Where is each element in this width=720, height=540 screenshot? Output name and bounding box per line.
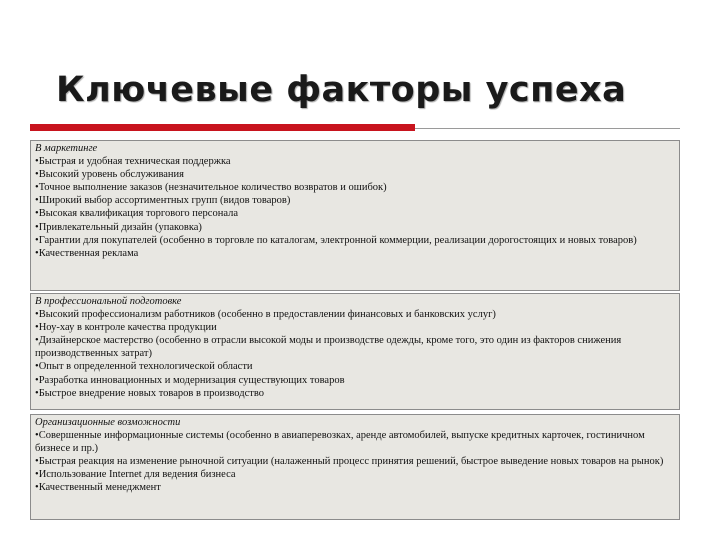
section-heading: Организационные возможности: [35, 417, 181, 428]
bullet-item: • Гарантии для покупателей (особенно в торговле по каталогам, электронной коммерции, реализации дорогостоящих и новых товаров): [35, 234, 675, 247]
section-heading: В профессиональной подготовке: [35, 296, 182, 307]
bullet-item: • Опыт в определенной технологической области: [35, 360, 675, 373]
section-professional-training: [30, 293, 680, 410]
bullet-item: • Совершенные информационные системы (особенно в авиаперевозках, аренде автомобилей, выпуске кредитных карточек, гостиничном бизнесе и пр.): [35, 429, 675, 455]
bullet-item: • Высокая квалификация торгового персонала: [35, 207, 675, 220]
section-organizational-capabilities: [30, 414, 680, 520]
bullet-item: • Привлекательный дизайн (упаковка): [35, 221, 675, 234]
title-accent-bar: [30, 124, 415, 131]
bullet-item: • Ноу-хау в контроле качества продукции: [35, 321, 675, 334]
bullet-item: • Качественная реклама: [35, 247, 675, 260]
bullet-item: • Высокий профессионализм работников (особенно в предоставлении финансовых и банковских услуг): [35, 308, 675, 321]
slide-title: Ключевые факторы успеха: [56, 70, 627, 110]
bullet-item: • Широкий выбор ассортиментных групп (видов товаров): [35, 194, 675, 207]
bullet-item: • Быстрая реакция на изменение рыночной ситуации (налаженный процесс принятия решений, быстрое выведение новых товаров на рынок): [35, 455, 675, 468]
bullet-item: • Быстрое внедрение новых товаров в производство: [35, 387, 675, 400]
bullet-item: • Высокий уровень обслуживания: [35, 168, 675, 181]
bullet-item: • Качественный менеджмент: [35, 481, 675, 494]
bullet-item: • Дизайнерское мастерство (особенно в отрасли высокой моды и производстве одежды, кроме того, это один из факторов снижения производственных затрат): [35, 334, 675, 360]
section-heading: В маркетинге: [35, 143, 98, 154]
bullet-item: • Разработка инновационных и модернизация существующих товаров: [35, 374, 675, 387]
bullet-item: • Точное выполнение заказов (незначительное количество возвратов и ошибок): [35, 181, 675, 194]
section-marketing: [30, 140, 680, 291]
bullet-item: • Быстрая и удобная техническая поддержка: [35, 155, 675, 168]
bullet-item: • Использование Internet для ведения бизнеса: [35, 468, 675, 481]
